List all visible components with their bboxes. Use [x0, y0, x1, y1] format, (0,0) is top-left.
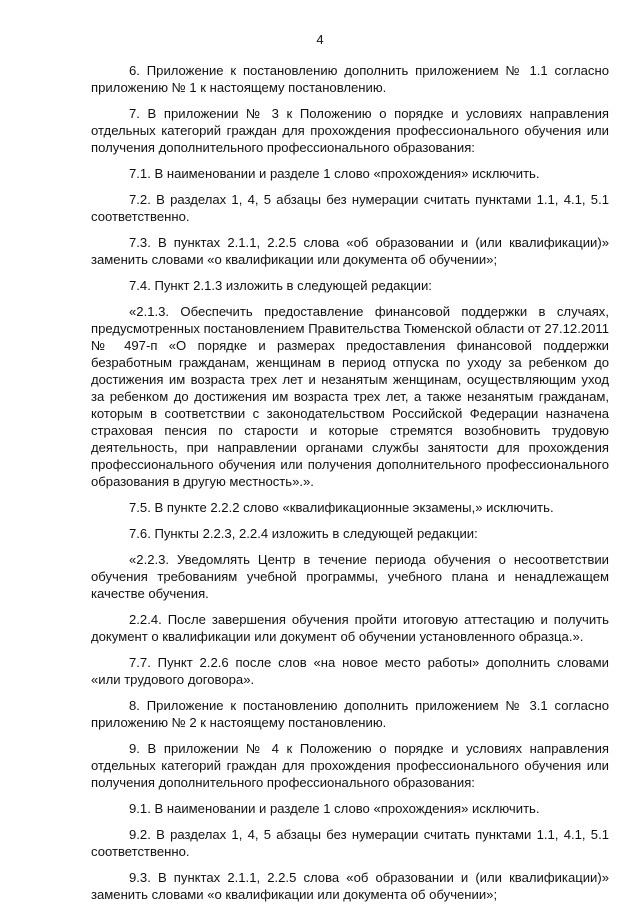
- paragraph-7-2: 7.2. В разделах 1, 4, 5 абзацы без нумерации считать пунктами 1.1, 4.1, 5.1 соответственно.: [91, 192, 609, 224]
- paragraph-7-1: 7.1. В наименовании и разделе 1 слово «прохождения» исключить.: [129, 166, 540, 181]
- paragraph-7-3: 7.3. В пунктах 2.1.1, 2.2.5 слова «об образовании и (или квалификации)» заменить словами «о квалификации или документа об обучении»;: [91, 235, 609, 267]
- quote-2-2-3: «2.2.3. Уведомлять Центр в течение периода обучения о несоответствии обучения требованиям учебной программы, учебного плана и ненадлежащем качестве обучения.: [91, 552, 609, 601]
- document-body: [91, 62, 609, 912]
- paragraph-9-1: 9.1. В наименовании и разделе 1 слово «прохождения» исключить.: [129, 801, 540, 816]
- quote-2-1-3: «2.1.3. Обеспечить предоставление финансовой поддержки в случаях, предусмотренных постановлением Правительства Тюменской области от 27.12.2011 № 497-п «О порядке и размерах предоставления финансовой поддержки безработным гражданам, женщинам в период отпуска по уходу за ребенком до достижения им возраста трех лет и незанятым женщинам, осуществляющим уход за ребенком до достижения им возраста трех лет, а также незанятым гражданам, которым в соответствии с законодательством Российской Федерации назначена страховая пенсия по старости и которые стремятся возобновить трудовую деятельность, при направлении органами службы занятости для прохождения профессионального обучения или получения дополнительного профессионального образования в другую местность».».: [91, 304, 609, 489]
- paragraph-7: 7. В приложении № 3 к Положению о порядке и условиях направления отдельных категорий граждан для прохождения профессионального обучения или получения дополнительного профессионального образования:: [91, 106, 609, 155]
- paragraph-9-3: 9.3. В пунктах 2.1.1, 2.2.5 слова «об образовании и (или квалификации)» заменить словами «о квалификации или документа об обучении»;: [91, 870, 609, 902]
- page-number: 4: [316, 32, 324, 47]
- paragraph-7-7: 7.7. Пункт 2.2.6 после слов «на новое место работы» дополнить словами «или трудового договора».: [91, 655, 609, 687]
- paragraph-9-2: 9.2. В разделах 1, 4, 5 абзацы без нумерации считать пунктами 1.1, 4.1, 5.1 соответственно.: [91, 827, 609, 859]
- paragraph-7-4: 7.4. Пункт 2.1.3 изложить в следующей редакции:: [129, 278, 432, 293]
- paragraph-7-5: 7.5. В пункте 2.2.2 слово «квалификационные экзамены,» исключить.: [129, 500, 554, 515]
- paragraph-7-6: 7.6. Пункты 2.2.3, 2.2.4 изложить в следующей редакции:: [129, 526, 478, 541]
- paragraph-8: 8. Приложение к постановлению дополнить приложением № 3.1 согласно приложению № 2 к настоящему постановлению.: [91, 698, 609, 730]
- paragraph-6: 6. Приложение к постановлению дополнить приложением № 1.1 согласно приложению № 1 к настоящему постановлению.: [91, 63, 609, 95]
- quote-2-2-4: 2.2.4. После завершения обучения пройти итоговую аттестацию и получить документ о квалификации или документ об обучении установленного образца.».: [91, 612, 609, 644]
- paragraph-9: 9. В приложении № 4 к Положению о порядке и условиях направления отдельных категорий граждан для прохождения профессионального обучения или получения дополнительного профессионального образования:: [91, 741, 609, 790]
